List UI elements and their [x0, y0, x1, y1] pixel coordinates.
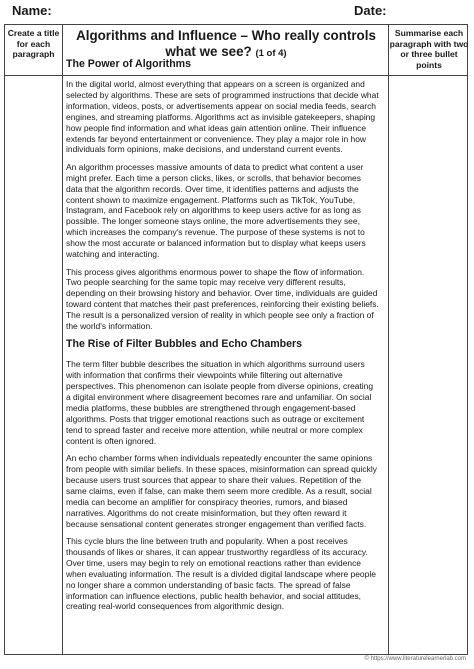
date-label: Date:: [354, 3, 387, 18]
footer-url: © https://www.literaturelearnerlab.com: [364, 656, 466, 662]
paragraph: This process gives algorithms enormous power to shape the flow of information. Two people searching for the same topic may receive very different results, depending on their browsing history and behavior. Over time, individuals are guided toward content that matches their past preferences, reinforcing their existing beliefs. The result is a personalized version of reality in which people see only a fraction of the world's information.: [66, 266, 379, 332]
title-part: (1 of 4): [255, 48, 287, 59]
paragraph: This cycle blurs the line between truth and popularity. When a post receives thousands of likes or shares, it can appear trustworthy regardless of its accuracy. Over time, users may begin to rely on emotional reactions rather than evidence when evaluating information. The result is a divided digital landscape where people no longer share a common understanding of basic facts. The spread of false information can influence elections, public health behavior, and social attitudes, creating real-world consequences from algorithmic design.: [66, 536, 376, 612]
right-notes-column[interactable]: [389, 76, 467, 654]
section-heading: The Rise of Filter Bubbles and Echo Chambers: [66, 338, 303, 351]
left-notes-column[interactable]: [5, 76, 62, 654]
paragraph: An echo chamber forms when individuals repeatedly encounter the same opinions from people with similar beliefs. In these spaces, misinformation can spread quickly because users trust sources that appear to share their values. Repetition of the same claims, even if false, can make them seem more credible. As a result, social media can become an amplifier for conspiracy theories, rumors, and biased narratives. Algorithms do not create misinformation, but they often reward it because sensational content generates stronger engagement than verified facts.: [66, 453, 377, 529]
paragraph: In the digital world, almost everything that appears on a screen is organized and selected by algorithms. These are sets of programmed instructions that decide what information, videos, posts, or advertisements appear on social media feeds, search engines, and streaming platforms. Algorithms act as invisible gatekeepers, shaping how people find information and what ideas gain attention online. Their influence extends far beyond entertainment or convenience. They play a major role in how individuals form opinions, make decisions, and understand current events.: [66, 79, 379, 155]
paragraph: An algorithm processes massive amounts of data to predict what content a user might prefer. Each time a person clicks, likes, or scrolls, that behavior becomes data that the algorithm records. Over time, it identifies patterns and adjusts the content shown to maximize engagement. Platforms such as TikTok, YouTube, Instagram, and Facebook rely on algorithms to keep users active for as long as possible. The longer someone stays online, the more advertisements they see, which increases the company's revenue. The purpose of these systems is not to show the most accurate or balanced information but to display what keeps users watching and interacting.: [66, 161, 366, 260]
name-label: Name:: [12, 3, 52, 18]
section-heading: The Power of Algorithms: [66, 58, 191, 70]
article-body: [66, 58, 379, 619]
right-column-heading: Summarise each paragraph with two or three bullet points: [389, 28, 469, 70]
name-date-bar: [0, 0, 474, 23]
title-main: Algorithms and Influence – Who really controls what we see?: [76, 28, 376, 59]
page-title: [63, 28, 389, 62]
left-column-divider: [62, 25, 63, 654]
left-column-heading: Create a title for each paragraph: [7, 28, 60, 59]
paragraph: The term filter bubble describes the situation in which algorithms surround users with information that confirms their viewpoints while filtering out alternative perspectives. This phenomenon can isolate people from diverse opinions, creating a digital environment where disagreement becomes rare and unfamiliar. On social media platforms, these bubbles are strengthened through engagement-based algorithms. Posts that trigger emotional reactions such as outrage or excitement tend to spread faster and receive more attention, while neutral or more complex content is often ignored.: [66, 359, 374, 446]
